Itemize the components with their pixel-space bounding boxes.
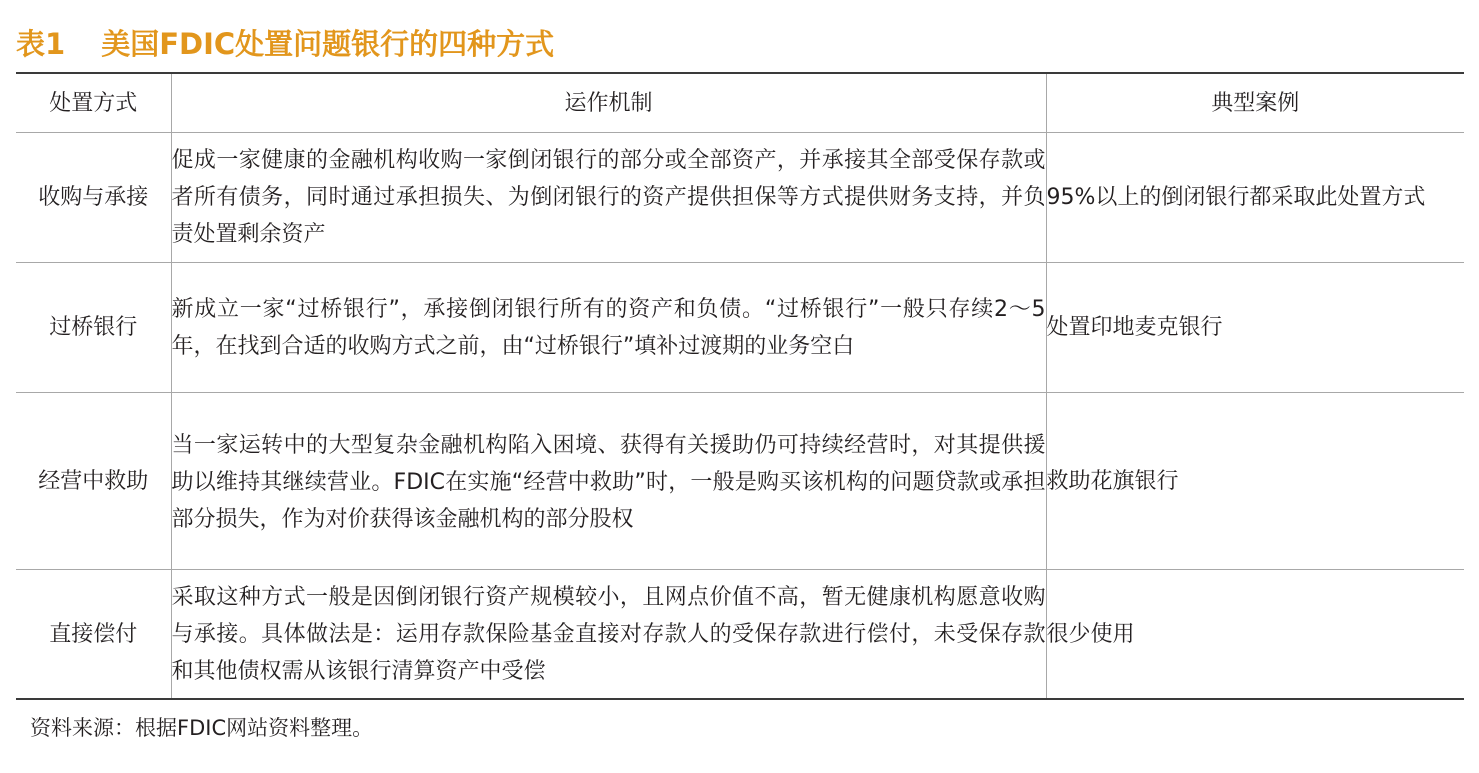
mechanism-cell: 新成立一家“过桥银行”，承接倒闭银行所有的资产和负债。“过桥银行”一般只存续2～5年，在找到合适的收购方式之前，由“过桥银行”填补过渡期的业务空白 <box>171 263 1046 393</box>
header-mechanism: 运作机制 <box>171 73 1046 133</box>
table-row <box>16 570 1464 700</box>
table-title-text: 美国FDIC处置问题银行的四种方式 <box>101 27 555 61</box>
header-method: 处置方式 <box>16 73 171 133</box>
mechanism-cell: 促成一家健康的金融机构收购一家倒闭银行的部分或全部资产，并承接其全部受保存款或者所有债务，同时通过承担损失、为倒闭银行的资产提供担保等方式提供财务支持，并负责处置剩余资产 <box>171 133 1046 263</box>
method-cell: 过桥银行 <box>16 263 171 393</box>
example-cell: 95%以上的倒闭银行都采取此处置方式 <box>1046 133 1464 263</box>
example-cell: 处置印地麦克银行 <box>1046 263 1464 393</box>
table-row <box>16 393 1464 570</box>
method-cell: 直接偿付 <box>16 570 171 700</box>
fdic-methods-table <box>16 72 1464 700</box>
example-cell: 很少使用 <box>1046 570 1464 700</box>
table-title <box>16 24 554 64</box>
table-row <box>16 263 1464 393</box>
table-row <box>16 133 1464 263</box>
method-cell: 收购与承接 <box>16 133 171 263</box>
header-example: 典型案例 <box>1046 73 1464 133</box>
example-cell: 救助花旗银行 <box>1046 393 1464 570</box>
table-number: 表1 <box>16 27 66 61</box>
method-cell: 经营中救助 <box>16 393 171 570</box>
source-note: 资料来源：根据FDIC网站资料整理。 <box>30 716 374 740</box>
table-header-row <box>16 73 1464 133</box>
mechanism-cell: 采取这种方式一般是因倒闭银行资产规模较小，且网点价值不高，暂无健康机构愿意收购与承接。具体做法是：运用存款保险基金直接对存款人的受保存款进行偿付，未受保存款和其他债权需从该银行清算资产中受偿 <box>171 570 1046 700</box>
mechanism-cell: 当一家运转中的大型复杂金融机构陷入困境、获得有关援助仍可持续经营时，对其提供援助以维持其继续营业。FDIC在实施“经营中救助”时，一般是购买该机构的问题贷款或承担部分损失，作为对价获得该金融机构的部分股权 <box>171 393 1046 570</box>
